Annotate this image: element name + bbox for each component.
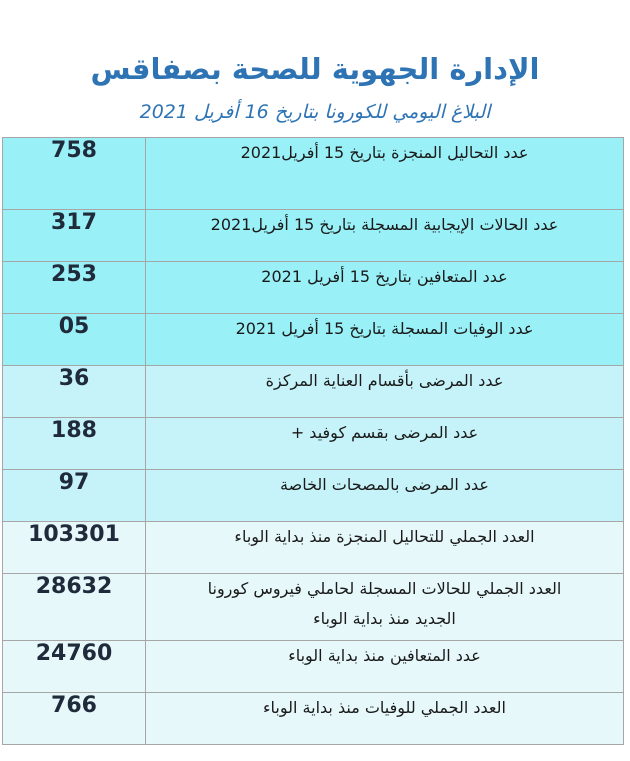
stat-label: عدد المرضى بقسم كوفيد + bbox=[146, 418, 624, 470]
stat-label: عدد المتعافين منذ بداية الوباء bbox=[146, 641, 624, 693]
table-row bbox=[3, 314, 624, 366]
stat-label: العدد الجملي للحالات المسجلة لحاملي فيروس كورونا الجديد منذ بداية الوباء bbox=[146, 574, 624, 641]
stat-value: 05 bbox=[3, 314, 146, 366]
table-row bbox=[3, 641, 624, 693]
stat-label: عدد الحالات الإيجابية المسجلة بتاريخ 15 أفريل2021 bbox=[146, 210, 624, 262]
stat-value: 28632 bbox=[3, 574, 146, 641]
stat-label: عدد المرضى بالمصحات الخاصة bbox=[146, 470, 624, 522]
stat-label: العدد الجملي للوفيات منذ بداية الوباء bbox=[146, 693, 624, 745]
table-row bbox=[3, 262, 624, 314]
stat-value: 97 bbox=[3, 470, 146, 522]
table-row bbox=[3, 470, 624, 522]
stat-value: 253 bbox=[3, 262, 146, 314]
stat-value: 758 bbox=[3, 138, 146, 210]
stat-label: العدد الجملي للتحاليل المنجزة منذ بداية الوباء bbox=[146, 522, 624, 574]
stat-value: 188 bbox=[3, 418, 146, 470]
stat-value: 103301 bbox=[3, 522, 146, 574]
covid-stats-table bbox=[2, 137, 624, 745]
table-row bbox=[3, 522, 624, 574]
stat-label: عدد المرضى بأقسام العناية المركزة bbox=[146, 366, 624, 418]
page-subtitle: البلاغ اليومي للكورونا بتاريخ 16 أفريل 2021 bbox=[139, 101, 491, 123]
table-row bbox=[3, 138, 624, 210]
table-row bbox=[3, 693, 624, 745]
stat-label: عدد الوفيات المسجلة بتاريخ 15 أفريل 2021 bbox=[146, 314, 624, 366]
stat-value: 36 bbox=[3, 366, 146, 418]
table-row bbox=[3, 366, 624, 418]
stat-label: عدد التحاليل المنجزة بتاريخ 15 أفريل2021 bbox=[146, 138, 624, 210]
page-title: الإدارة الجهوية للصحة بصفاقس bbox=[90, 52, 540, 86]
stat-label: عدد المتعافين بتاريخ 15 أفريل 2021 bbox=[146, 262, 624, 314]
stat-value: 766 bbox=[3, 693, 146, 745]
table-row bbox=[3, 574, 624, 641]
stat-value: 24760 bbox=[3, 641, 146, 693]
table-row bbox=[3, 418, 624, 470]
stat-value: 317 bbox=[3, 210, 146, 262]
table-row bbox=[3, 210, 624, 262]
